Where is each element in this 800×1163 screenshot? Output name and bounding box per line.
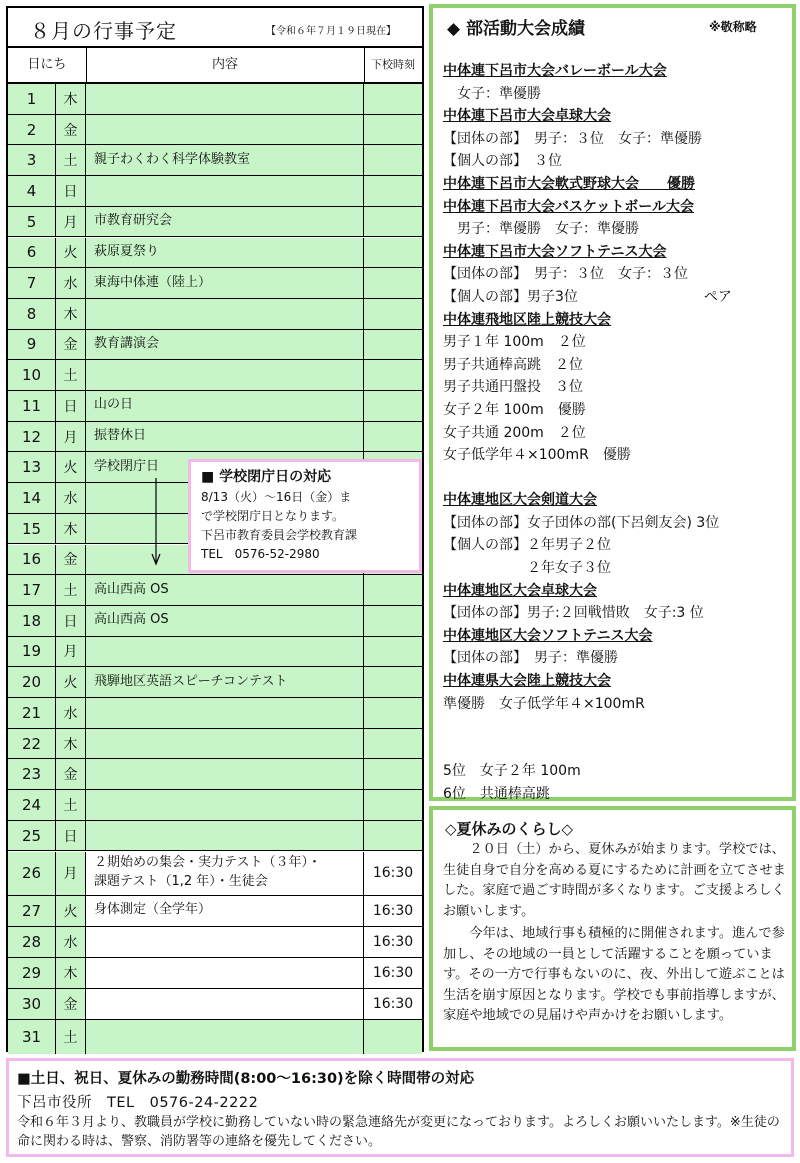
row-event: 身体測定（全学年）	[86, 896, 364, 926]
schedule-row	[8, 207, 422, 238]
row-event: ２期始めの集会・実力テスト（３年）・ 課題テスト（1,2 年）・生徒会	[86, 852, 364, 895]
schedule-row	[8, 667, 422, 698]
row-dismissal-time: 16:30	[364, 927, 422, 957]
row-day: 18	[8, 606, 56, 636]
results-line	[443, 467, 788, 490]
row-weekday: 月	[56, 852, 86, 895]
row-day: 5	[8, 207, 56, 237]
row-day: 15	[8, 514, 56, 544]
row-event	[86, 958, 364, 988]
row-day: 30	[8, 989, 56, 1019]
row-event: 教育講演会	[86, 330, 364, 360]
row-day: 12	[8, 422, 56, 452]
results-list	[443, 60, 788, 806]
row-dismissal-time	[364, 299, 422, 329]
row-day: 2	[8, 115, 56, 145]
club-results-box	[429, 4, 796, 801]
row-dismissal-time	[364, 145, 422, 175]
row-dismissal-time	[364, 391, 422, 421]
row-day: 17	[8, 575, 56, 605]
row-event: 市教育研究会	[86, 207, 364, 237]
row-weekday: 金	[56, 759, 86, 789]
row-weekday: 日	[56, 391, 86, 421]
row-dismissal-time	[364, 790, 422, 820]
row-dismissal-time	[364, 268, 422, 298]
row-weekday: 木	[56, 514, 86, 544]
row-day: 22	[8, 729, 56, 759]
row-dismissal-time	[364, 238, 422, 268]
row-weekday: 土	[56, 360, 86, 390]
row-weekday: 火	[56, 238, 86, 268]
results-heading: 中体連地区大会剣道大会	[443, 492, 597, 509]
schedule-row	[8, 729, 422, 760]
row-day: 20	[8, 667, 56, 697]
closure-office: 下呂市教育委員会学校教育課	[201, 528, 358, 542]
row-dismissal-time	[364, 330, 422, 360]
schedule-row	[8, 575, 422, 606]
schedule-row	[8, 330, 422, 361]
row-event	[86, 989, 364, 1019]
row-event	[86, 299, 364, 329]
row-event: 山の日	[86, 391, 364, 421]
schedule-row	[8, 360, 422, 391]
row-event: 高山西高 OS	[86, 606, 364, 636]
row-day: 7	[8, 268, 56, 298]
row-day: 14	[8, 483, 56, 513]
header-content: 内容	[86, 48, 365, 82]
schedule-row	[8, 637, 422, 668]
results-line: 【団体の部】 男子：３位 女子：準優勝	[443, 130, 702, 147]
row-weekday: 土	[56, 145, 86, 175]
row-day: 21	[8, 698, 56, 728]
results-heading: 中体連下呂市大会バスケットボール大会	[443, 198, 695, 215]
row-day: 6	[8, 238, 56, 268]
results-line: ２年女子３位	[443, 560, 611, 577]
results-line: 女子：準優勝	[443, 85, 541, 102]
header-dismissal: 下校時刻	[371, 58, 415, 71]
row-day: 29	[8, 958, 56, 988]
row-weekday: 土	[56, 1020, 86, 1054]
row-day: 28	[8, 927, 56, 957]
row-event	[86, 176, 364, 206]
row-weekday: 月	[56, 207, 86, 237]
after-hours-title: ■土日、祝日、夏休みの勤務時間(8:00～16:30)を除く時間帯の対応	[17, 1071, 475, 1087]
results-line: 【個人の部】２年男子２位	[443, 537, 611, 554]
row-weekday: 水	[56, 483, 86, 513]
row-event: 高山西高 OS	[86, 575, 364, 605]
results-line: 【団体の部】 男子：３位 女子：３位	[443, 266, 688, 283]
city-office-tel: 下呂市役所 TEL 0576-24-2222	[17, 1095, 259, 1111]
schedule-header-row	[8, 48, 422, 84]
row-weekday: 月	[56, 637, 86, 667]
row-weekday: 木	[56, 958, 86, 988]
results-line: 5位 女子２年 100m	[443, 763, 581, 780]
schedule-row	[8, 927, 422, 958]
closure-line-2: で学校閉庁日となります。	[201, 509, 345, 523]
results-line: 【個人の部】 ３位	[443, 153, 562, 170]
schedule-row	[8, 176, 422, 207]
row-event	[86, 821, 364, 851]
row-event: 萩原夏祭り	[86, 238, 364, 268]
row-event: 学校閉庁日	[86, 452, 364, 482]
results-heading: 中体連地区大会卓球大会	[443, 582, 597, 599]
row-weekday: 水	[56, 927, 86, 957]
row-day: 1	[8, 84, 56, 114]
results-line: 女子２年 100m 優勝	[443, 401, 586, 418]
row-day: 8	[8, 299, 56, 329]
results-line: 【団体の部】 男子：準優勝	[443, 650, 618, 667]
row-weekday: 日	[56, 176, 86, 206]
row-weekday: 水	[56, 698, 86, 728]
row-event	[86, 115, 364, 145]
down-arrow-icon	[151, 478, 161, 568]
row-day: 19	[8, 637, 56, 667]
row-dismissal-time: 16:30	[364, 896, 422, 926]
row-event	[86, 759, 364, 789]
results-line: 【団体の部】女子団体の部(下呂剣友会) 3位	[443, 514, 720, 531]
row-day: 25	[8, 821, 56, 851]
row-dismissal-time	[364, 698, 422, 728]
schedule-row	[8, 698, 422, 729]
row-day: 4	[8, 176, 56, 206]
results-heading: 中体連飛地区陸上競技大会	[443, 311, 611, 328]
schedule-row	[8, 391, 422, 422]
row-dismissal-time: 16:30	[364, 852, 422, 895]
row-event	[86, 360, 364, 390]
row-event	[86, 927, 364, 957]
row-dismissal-time: 16:30	[364, 989, 422, 1019]
results-line: 男子共通棒高跳 ２位	[443, 356, 583, 373]
row-weekday: 金	[56, 115, 86, 145]
schedule-row	[8, 606, 422, 637]
results-line: 男子１年 100m ２位	[443, 334, 586, 351]
schedule-row	[8, 115, 422, 146]
row-weekday: 日	[56, 821, 86, 851]
row-event: 親子わくわく科学体験教室	[86, 145, 364, 175]
row-weekday: 火	[56, 452, 86, 482]
schedule-row	[8, 1020, 422, 1054]
row-dismissal-time	[364, 1020, 422, 1054]
row-event	[86, 790, 364, 820]
row-dismissal-time	[364, 115, 422, 145]
row-dismissal-time	[364, 606, 422, 636]
row-event	[86, 637, 364, 667]
row-weekday: 木	[56, 84, 86, 114]
row-dismissal-time	[364, 821, 422, 851]
row-event: 東海中体連（陸上）	[86, 268, 364, 298]
row-event	[86, 84, 364, 114]
results-honorific-note: ※敬称略	[709, 20, 757, 34]
schedule-row	[8, 422, 422, 453]
row-day: 3	[8, 145, 56, 175]
schedule-row	[8, 852, 422, 896]
schedule-row	[8, 84, 422, 115]
row-weekday: 金	[56, 545, 86, 575]
row-day: 16	[8, 545, 56, 575]
results-line: 6位 共通棒高跳	[443, 786, 550, 802]
row-event	[86, 698, 364, 728]
schedule-row	[8, 299, 422, 330]
results-heading: 中体連地区大会ソフトテニス大会	[443, 627, 653, 644]
schedule-row	[8, 821, 422, 852]
row-weekday: 月	[56, 422, 86, 452]
row-weekday: 水	[56, 268, 86, 298]
schedule-row	[8, 896, 422, 927]
results-heading: 中体連下呂市大会卓球大会	[443, 108, 611, 125]
after-hours-contact-box	[6, 1058, 794, 1157]
row-weekday: 木	[56, 729, 86, 759]
results-title: ◆ 部活動大会成績	[447, 19, 585, 39]
results-heading: 中体連下呂市大会バレーボール大会	[443, 63, 667, 79]
row-dismissal-time	[364, 176, 422, 206]
row-weekday: 金	[56, 330, 86, 360]
results-heading: 中体連下呂市大会軟式野球大会 優勝	[443, 175, 695, 192]
results-line: 男子共通円盤投 ３位	[443, 379, 583, 396]
row-dismissal-time	[364, 575, 422, 605]
row-day: 11	[8, 391, 56, 421]
row-weekday: 土	[56, 790, 86, 820]
row-day: 27	[8, 896, 56, 926]
summer-title: ◇夏休みのくらし◇	[445, 820, 574, 838]
results-line: 女子低学年４×100mR 優勝	[443, 447, 631, 464]
schedule-title-bar	[8, 8, 422, 48]
row-event	[86, 729, 364, 759]
schedule-title: ８月の行事予定	[30, 19, 177, 43]
row-dismissal-time	[364, 207, 422, 237]
row-day: 13	[8, 452, 56, 482]
row-dismissal-time: 16:30	[364, 958, 422, 988]
row-dismissal-time	[364, 360, 422, 390]
row-weekday: 金	[56, 989, 86, 1019]
row-event: 飛騨地区英語スピーチコンテスト	[86, 667, 364, 697]
closure-tel: TEL 0576-52-2980	[201, 547, 320, 561]
schedule-row	[8, 238, 422, 269]
row-weekday: 日	[56, 606, 86, 636]
row-weekday: 火	[56, 896, 86, 926]
row-day: 26	[8, 852, 56, 895]
row-day: 9	[8, 330, 56, 360]
row-event	[86, 1020, 364, 1054]
row-dismissal-time	[364, 759, 422, 789]
row-dismissal-time	[364, 729, 422, 759]
closure-title: ■ 学校閉庁日の対応	[201, 469, 332, 485]
school-closure-notice	[188, 459, 422, 573]
row-day: 31	[8, 1020, 56, 1054]
results-line: 【団体の部】男子:２回戦惜敗 女子:3 位	[443, 605, 704, 622]
results-heading: 中体連県大会陸上競技大会	[443, 673, 611, 690]
row-event: 振替休日	[86, 422, 364, 452]
results-line	[443, 738, 788, 761]
row-day: 24	[8, 790, 56, 820]
schedule-row	[8, 759, 422, 790]
schedule-row	[8, 790, 422, 821]
after-hours-note: 令和６年３月より、教職員が学校に勤務していない時の緊急連絡先が変更になっております。よろしくお願いいたします。※生徒の命に関わる時は、警察、消防署等の連絡を優先してください。	[17, 1115, 780, 1149]
schedule-row	[8, 268, 422, 299]
row-dismissal-time	[364, 637, 422, 667]
summer-life-box	[429, 806, 796, 1051]
row-day: 23	[8, 759, 56, 789]
closure-line-1: 8/13（火）～16日（金）ま	[201, 490, 352, 504]
row-dismissal-time	[364, 667, 422, 697]
schedule-row	[8, 989, 422, 1020]
row-weekday: 土	[56, 575, 86, 605]
row-day: 10	[8, 360, 56, 390]
row-weekday: 火	[56, 667, 86, 697]
schedule-date-note: 【令和６年７月１９日現在】	[266, 26, 396, 37]
results-line: 【個人の部】男子3位 ペア	[443, 288, 732, 305]
results-line: 女子共通 200m ２位	[443, 424, 586, 441]
results-line	[443, 715, 788, 738]
row-weekday: 木	[56, 299, 86, 329]
summer-paragraph-1: ２０日（土）から、夏休みが始まります。学校では、生徒自身で自分を高める夏にするために計画を立てさせました。家庭で過ごす時間が多くなります。ご支援よろしくお願いします。	[443, 842, 786, 919]
schedule-row	[8, 958, 422, 989]
schedule-row	[8, 145, 422, 176]
results-line: 準優勝 女子低学年４×100mR	[443, 695, 645, 712]
results-heading: 中体連下呂市大会ソフトテニス大会	[443, 243, 667, 260]
row-dismissal-time	[364, 422, 422, 452]
header-day: 日にち	[8, 48, 87, 82]
row-dismissal-time	[364, 84, 422, 114]
summer-paragraph-2: 今年は、地域行事も積極的に開催されます。進んで参加し、その地域の一員として活躍することを願っています。その一方で行事もないのに、夜、外出して遊ぶことは生活を崩す原因となります。学校でも事前指導しますが、家庭や地域での見届けや声かけをお願いします。	[443, 926, 785, 1023]
results-line: 男子：準優勝 女子：準優勝	[443, 221, 639, 238]
